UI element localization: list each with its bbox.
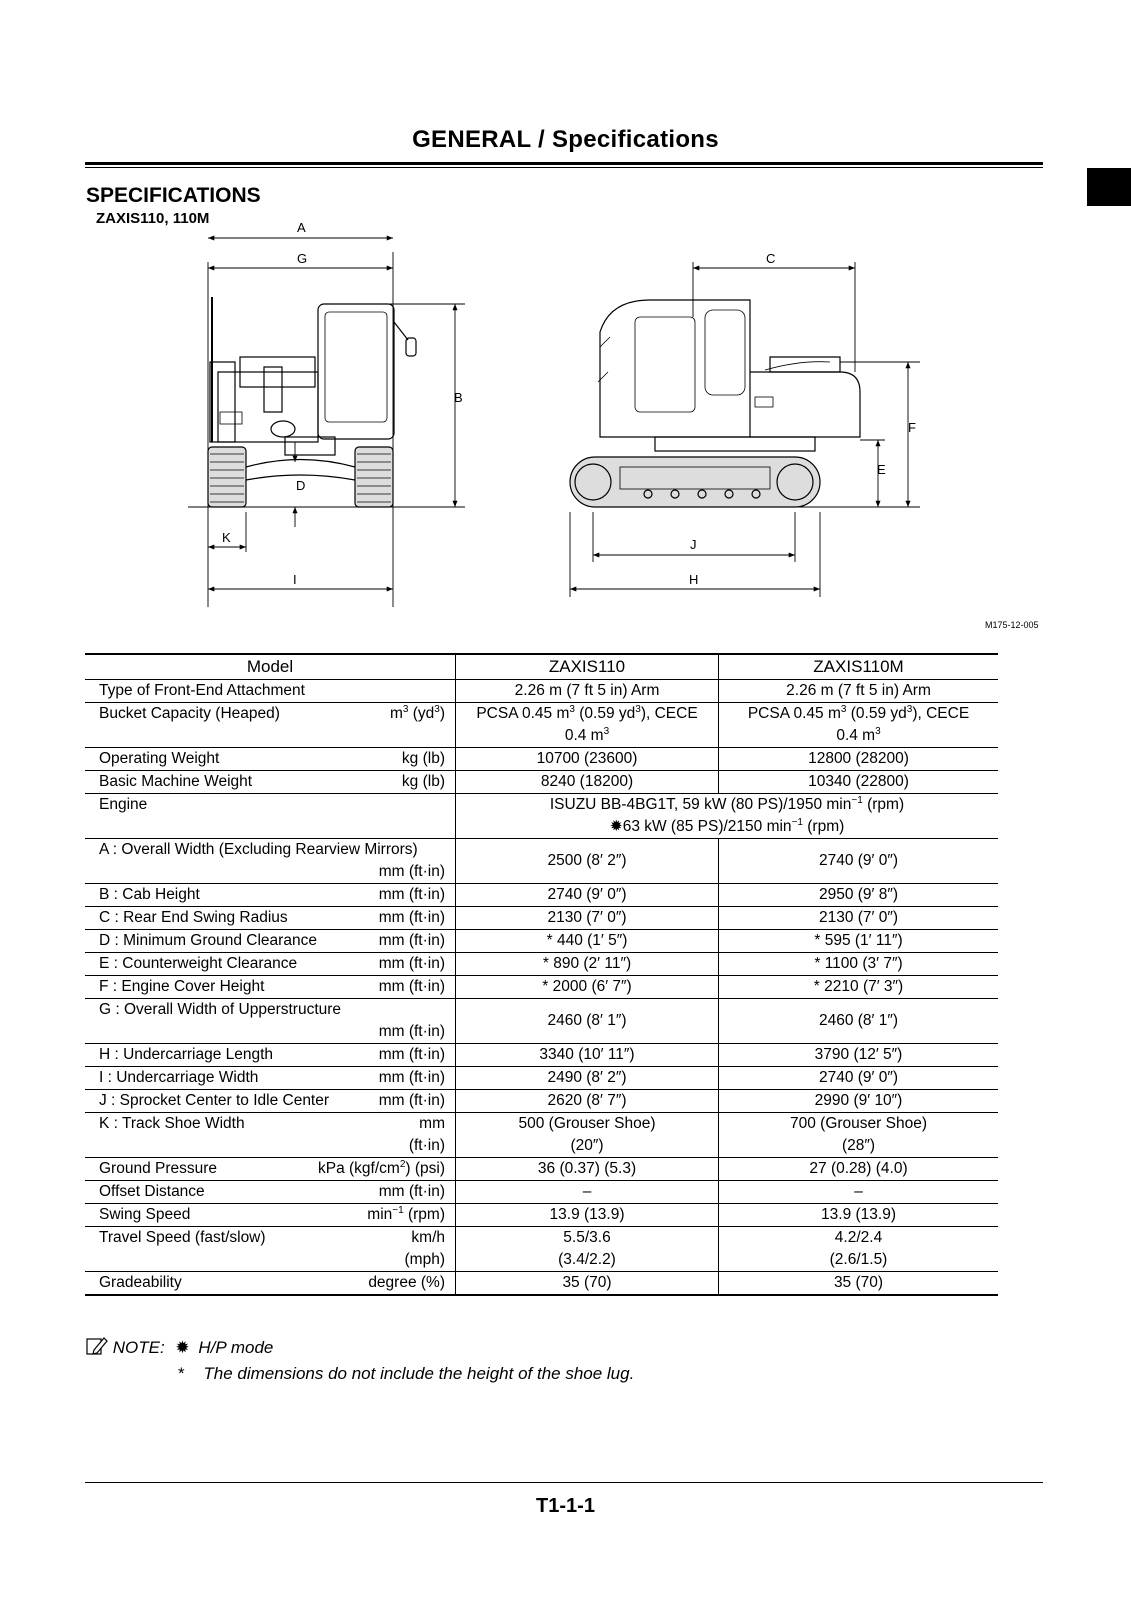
row-label: H : Undercarriage Length [99, 1046, 274, 1063]
row-label: G : Overall Width of Upperstructure [99, 1001, 342, 1018]
row-unit: mm (ft·in) [378, 1023, 445, 1040]
model-heading: ZAXIS110, 110M [96, 210, 210, 227]
excavator-dimension-diagram [180, 222, 1040, 632]
table-row [85, 839, 998, 884]
row-label: Basic Machine Weight [99, 773, 253, 790]
cell-value: * 1100 (3′ 7″) [719, 953, 999, 976]
row-label: F : Engine Cover Height [99, 978, 265, 995]
row-unit: (ft·in) [408, 1137, 445, 1154]
table-row [85, 1113, 998, 1158]
row-unit: mm (ft·in) [378, 1092, 445, 1109]
row-unit: mm (ft·in) [378, 978, 445, 995]
note-label: NOTE: [112, 1338, 165, 1357]
cell-value: 2460 (8′ 1″) [456, 999, 719, 1044]
table-header-row [85, 654, 998, 680]
cell-value: 12800 (28200) [719, 748, 999, 771]
cell-value: 35 (70) [456, 1272, 719, 1296]
cell-value: * 890 (2′ 11″) [456, 953, 719, 976]
front-view-drawing [208, 297, 416, 507]
label-a: A [297, 222, 306, 235]
label-c: C [766, 251, 776, 266]
row-label: J : Sprocket Center to Idle Center [99, 1092, 330, 1109]
row-unit: mm (ft·in) [378, 886, 445, 903]
figure-id: M175-12-005 [985, 620, 1039, 630]
cell-value: 35 (70) [719, 1272, 999, 1296]
row-label: B : Cab Height [99, 886, 200, 903]
page-number: T1-1-1 [536, 1495, 595, 1517]
cell-value: * 595 (1′ 11″) [719, 930, 999, 953]
cell-value: 13.9 (13.9) [456, 1204, 719, 1227]
row-unit: kg (lb) [401, 773, 445, 790]
row-unit: mm (ft·in) [378, 1046, 445, 1063]
cell-value: 2500 (8′ 2″) [456, 839, 719, 884]
cell-value: * 2210 (7′ 3″) [719, 976, 999, 999]
cell-value: 3790 (12′ 5″) [719, 1044, 999, 1067]
row-unit: mm (ft·in) [378, 1069, 445, 1086]
table-row [85, 680, 998, 703]
page-title: GENERAL / Specifications [412, 126, 719, 153]
cell-value: 2950 (9′ 8″) [719, 884, 999, 907]
row-label: Gradeability [99, 1274, 182, 1291]
row-unit: $m^3$ $(yd^3)$ [389, 703, 445, 722]
table-row [85, 1158, 998, 1181]
table-row [85, 907, 998, 930]
cell-value: 2130 (7′ 0″) [456, 907, 719, 930]
row-label: Swing Speed [99, 1206, 191, 1223]
row-unit: mm (ft·in) [378, 955, 445, 972]
row-label: Engine [99, 796, 148, 813]
table-row [85, 1272, 998, 1296]
table-row [85, 1044, 998, 1067]
label-d: D [296, 478, 306, 493]
specifications-table [85, 653, 998, 1296]
table-row [85, 1090, 998, 1113]
table-row [85, 884, 998, 907]
footer-rule [85, 1482, 1043, 1483]
row-label: Operating Weight [99, 750, 220, 767]
header-zaxis110: ZAXIS110 [456, 654, 719, 680]
cell-value: 2460 (8′ 1″) [719, 999, 999, 1044]
cell-value: – [719, 1181, 999, 1204]
cell-value: 27 (0.28) (4.0) [719, 1158, 999, 1181]
cell-value: 5.5/3.6 (3.4/2.2) [456, 1227, 719, 1272]
row-unit: (mph) [404, 1251, 445, 1268]
cell-value: PCSA 0.45 $m^3$ (0.59 $yd^3$), CECE 0.4 $m^3$ [456, 703, 719, 748]
engine-value: ISUZU BB-4BG1T, 59 kW (80 PS)/1950 $\min^{-1} (rpm)$ ✹63 kW (85 PS)/2150 $\min^{-1} (rpm)$ [456, 794, 999, 839]
table-row [85, 1204, 998, 1227]
label-j: J [690, 537, 697, 552]
cell-value: 2.26 m (7 ft 5 in) Arm [719, 680, 999, 703]
table-row [85, 1227, 998, 1272]
table-row [85, 794, 998, 839]
hp-mode-mark: ✹ [175, 1338, 190, 1357]
section-tab-marker [1087, 168, 1131, 206]
cell-value: 2490 (8′ 2″) [456, 1067, 719, 1090]
row-unit: km/h [411, 1229, 445, 1246]
label-k: K [222, 530, 231, 545]
cell-value: 2740 (9′ 0″) [719, 1067, 999, 1090]
label-e: E [877, 462, 886, 477]
row-unit: mm (ft·in) [378, 932, 445, 949]
table-row [85, 771, 998, 794]
cell-value: PCSA 0.45 $m^3$ (0.59 $yd^3$), CECE 0.4 $m^3$ [719, 703, 999, 748]
section-heading: SPECIFICATIONS [86, 184, 261, 207]
pencil-note-icon [86, 1336, 108, 1356]
cell-value: 36 (0.37) (5.3) [456, 1158, 719, 1181]
row-label: I : Undercarriage Width [99, 1069, 259, 1086]
label-b: B [454, 390, 463, 405]
note-text-shoe-lug: The dimensions do not include the height of the shoe lug. [203, 1364, 635, 1383]
header-zaxis110m: ZAXIS110M [719, 654, 999, 680]
row-label: Bucket Capacity (Heaped) [99, 705, 280, 722]
row-label: A : Overall Width (Excluding Rearview Mirrors) [99, 841, 418, 858]
row-unit: mm (ft·in) [378, 1183, 445, 1200]
cell-value: 500 (Grouser Shoe) (20″) [456, 1113, 719, 1158]
cell-value: 8240 (18200) [456, 771, 719, 794]
table-row [85, 748, 998, 771]
cell-value: 13.9 (13.9) [719, 1204, 999, 1227]
row-label: C : Rear End Swing Radius [99, 909, 288, 926]
row-label: K : Track Shoe Width [99, 1115, 245, 1132]
cell-value: 2620 (8′ 7″) [456, 1090, 719, 1113]
table-row [85, 703, 998, 748]
cell-value: 2740 (9′ 0″) [456, 884, 719, 907]
header-model: Model [246, 657, 294, 676]
cell-value: * 2000 (6′ 7″) [456, 976, 719, 999]
row-unit: $\min^{-1} (rpm)$ [367, 1204, 445, 1223]
table-row [85, 1067, 998, 1090]
hp-mode-mark: ✹ [609, 818, 623, 835]
row-unit: mm (ft·in) [378, 863, 445, 880]
cell-value: 2740 (9′ 0″) [719, 839, 999, 884]
label-g: G [297, 251, 308, 266]
cell-value: 4.2/2.4 (2.6/1.5) [719, 1227, 999, 1272]
row-unit: kg (lb) [401, 750, 445, 767]
title-rule [85, 162, 1043, 165]
cell-value: 2130 (7′ 0″) [719, 907, 999, 930]
table-row [85, 999, 998, 1044]
row-unit: mm (ft·in) [378, 909, 445, 926]
side-view-drawing [570, 300, 860, 507]
row-unit: mm [419, 1115, 445, 1132]
note-text-hp: H/P mode [198, 1338, 274, 1357]
label-f: F [908, 420, 916, 435]
title-rule-thin [85, 167, 1043, 168]
row-unit: degree (%) [368, 1274, 445, 1291]
row-label: Type of Front-End Attachment [99, 682, 305, 699]
row-label: Ground Pressure [99, 1160, 218, 1177]
row-label: E : Counterweight Clearance [99, 955, 298, 972]
cell-value: 10700 (23600) [456, 748, 719, 771]
table-row [85, 976, 998, 999]
cell-value: – [456, 1181, 719, 1204]
label-i: I [293, 572, 297, 587]
label-h: H [689, 572, 699, 587]
table-row [85, 1181, 998, 1204]
cell-value: 3340 (10′ 11″) [456, 1044, 719, 1067]
cell-value: 2.26 m (7 ft 5 in) Arm [456, 680, 719, 703]
row-unit: kPa $(kgf/cm^2)$ (psi) [318, 1158, 445, 1177]
cell-value: 10340 (22800) [719, 771, 999, 794]
cell-value: 700 (Grouser Shoe) (28″) [719, 1113, 999, 1158]
asterisk-mark: * [178, 1364, 185, 1383]
table-row [85, 930, 998, 953]
cell-value: * 440 (1′ 5″) [456, 930, 719, 953]
row-label: D : Minimum Ground Clearance [99, 932, 317, 949]
table-row [85, 953, 998, 976]
row-label: Travel Speed (fast/slow) [99, 1229, 266, 1246]
cell-value: 2990 (9′ 10″) [719, 1090, 999, 1113]
row-label: Offset Distance [99, 1183, 205, 1200]
